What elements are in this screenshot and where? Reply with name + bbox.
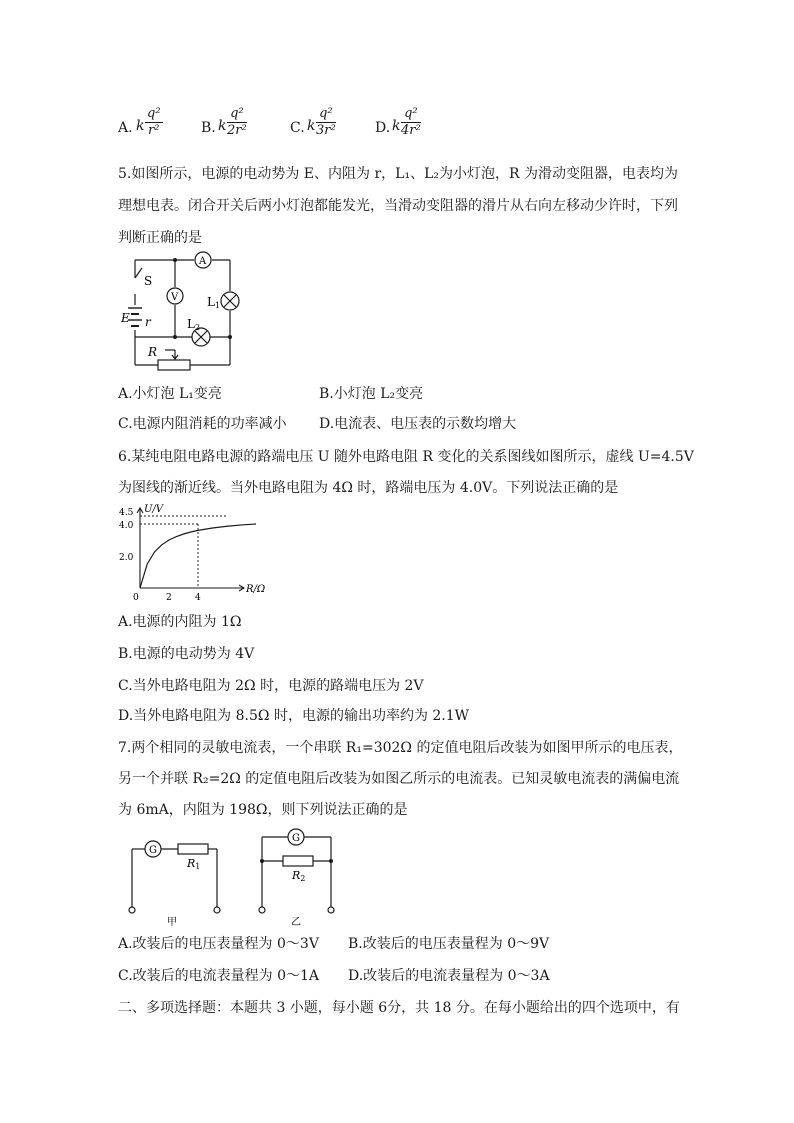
option-letter: A. [118,120,133,136]
figure-caption-jia: 甲 [167,917,177,928]
fraction [227,106,247,139]
q5-stem-line-2: 理想电表。闭合开关后两小灯泡都能发光，当滑动变阻器的滑片从右向左移动少许时，下列 [118,198,678,214]
q7-option-c: C.改装后的电流表量程为 0～1A [118,968,320,984]
option-letter: C. [290,120,305,136]
denominator: 3r² [316,123,336,138]
q7-voltmeter-figure-jia [125,835,225,930]
lamp-l2-label: L2 [187,317,201,332]
galvanometer-label: G [149,845,157,856]
resistor-r2-label: R2 [292,869,306,883]
fraction [145,106,163,139]
q5-stem-line-3: 判断正确的是 [118,230,202,246]
constant-k: k [392,118,401,134]
voltmeter-label: V [171,292,179,303]
x-tick-label: 0 [133,593,139,603]
option-letter: B. [201,120,216,136]
x-axis-label: R/Ω [246,584,266,595]
numerator: q² [147,106,161,121]
galvanometer-label: G [292,833,300,844]
fraction [316,106,336,139]
y-tick-label: 4.5 [119,508,134,518]
y-tick-label: 2.0 [119,553,134,563]
q5-option-b: B.小灯泡 L₂变亮 [319,386,424,402]
q5-circuit-diagram [118,250,248,375]
q6-option-b: B.电源的电动势为 4V [118,646,255,662]
q7-stem-line-3: 为 6mA，内阻为 198Ω，则下列说法正确的是 [118,802,408,818]
q7-option-d: D.改装后的电流表量程为 0～3A [348,968,550,984]
y-tick-label: 4.0 [119,521,134,531]
resistor-r1-label: R1 [187,857,201,871]
constant-k: k [307,118,316,134]
q5-option-c: C.电源内阻消耗的功率减小 [118,416,287,432]
numerator: q² [316,106,336,123]
q4-option-d [375,118,390,138]
figure-caption-yi: 乙 [291,917,301,928]
q6-stem-line-2: 为图线的渐近线。当外电路电阻为 4Ω 时，路端电压为 4.0V。下列说法正确的是 [118,480,619,496]
q7-stem-line-2: 另一个并联 R₂=2Ω 的定值电阻后改装为如图乙所示的电流表。已知灵敏电流表的满偏电流 [118,771,680,787]
q6-option-a: A.电源的内阻为 1Ω [118,614,242,630]
numerator: q² [401,106,421,123]
section-2-heading: 二、多项选择题：本题共 3 小题，每小题 6分，共 18 分。在每小题给出的四个选项中，有 [118,1000,680,1016]
ammeter-label: A [199,256,207,267]
x-tick-label: 2 [166,593,172,603]
q5-option-a: A.小灯泡 L₁变亮 [118,386,222,402]
denominator: r² [148,123,160,138]
lamp-l1-label: L1 [207,295,221,310]
option-letter: D. [375,120,391,136]
denominator: 2r² [227,123,247,138]
internal-resistance-label: r [145,315,151,329]
constant-k: k [218,118,227,134]
q6-stem-line-1: 6.某纯电阻电路电源的路端电压 U 随外电路电阻 R 变化的关系图线如图所示，虚线 U=4.5V [118,449,694,465]
emf-label: E [121,311,130,325]
q6-option-c: C.当外电路电阻为 2Ω 时，电源的路端电压为 2V [118,678,424,694]
y-axis-label: U/V [144,504,164,515]
q6-option-d: D.当外电路电阻为 8.5Ω 时，电源的输出功率约为 2.1W [118,708,470,724]
denominator: 4r² [401,123,421,138]
rheostat-label: R [148,345,158,359]
q4-option-c [290,118,305,138]
q4-option-a [118,118,133,138]
q7-option-a: A.改装后的电压表量程为 0～3V [118,936,319,952]
constant-k: k [136,118,145,134]
q6-u-r-chart [118,500,268,605]
numerator: q² [227,106,247,123]
fraction [401,106,421,139]
q5-option-d: D.电流表、电压表的示数均增大 [319,416,517,432]
q7-option-b: B.改装后的电压表量程为 0～9V [348,936,550,952]
switch-label: S [144,274,153,288]
q4-option-b [201,118,216,138]
q7-stem-line-1: 7.两个相同的灵敏电流表，一个串联 R₁=302Ω 的定值电阻后改装为如图甲所示的电压表， [118,740,683,756]
x-tick-label: 4 [195,593,201,603]
q5-stem-line-1: 5.如图所示，电源的电动势为 E、内阻为 r，L₁、L₂为小灯泡，R 为滑动变阻器，电表均为 [118,166,678,182]
q7-ammeter-figure-yi [255,825,345,930]
